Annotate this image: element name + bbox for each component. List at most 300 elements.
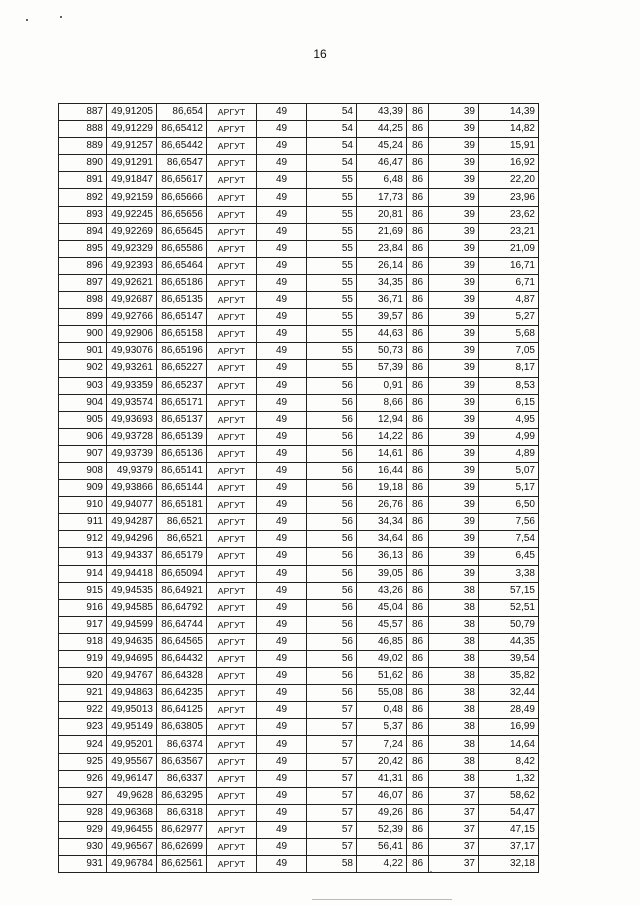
cell-lat-seconds: 0,91 [357, 377, 407, 394]
cell-longitude: 86,63567 [157, 753, 207, 770]
cell-lon-seconds: 6,71 [479, 274, 539, 291]
cell-lat-minutes: 56 [307, 651, 357, 668]
cell-lon-degrees: 86 [407, 804, 429, 821]
cell-lat-minutes: 56 [307, 428, 357, 445]
cell-lon-degrees: 86 [407, 377, 429, 394]
cell-lon-seconds: 39,54 [479, 651, 539, 668]
table-row [59, 428, 539, 445]
cell-lat-degrees: 49 [257, 702, 307, 719]
cell-lon-seconds: 50,79 [479, 616, 539, 633]
cell-lat-seconds: 41,31 [357, 770, 407, 787]
cell-point-number: 930 [59, 839, 107, 856]
cell-lon-degrees: 86 [407, 326, 429, 343]
cell-lon-degrees: 86 [407, 104, 429, 121]
cell-name: АРГУТ [207, 206, 257, 223]
cell-point-number: 928 [59, 804, 107, 821]
cell-lat-minutes: 54 [307, 104, 357, 121]
cell-longitude: 86,65144 [157, 480, 207, 497]
cell-lat-minutes: 56 [307, 497, 357, 514]
table-row [59, 787, 539, 804]
cell-lon-degrees: 86 [407, 445, 429, 462]
cell-name: АРГУТ [207, 616, 257, 633]
cell-lon-seconds: 21,09 [479, 240, 539, 257]
cell-lat-degrees: 49 [257, 787, 307, 804]
table-row [59, 223, 539, 240]
cell-lat-degrees: 49 [257, 104, 307, 121]
cell-lat-degrees: 49 [257, 651, 307, 668]
cell-name: АРГУТ [207, 856, 257, 873]
cell-lon-seconds: 16,99 [479, 719, 539, 736]
cell-lon-degrees: 86 [407, 856, 429, 873]
cell-lat-degrees: 49 [257, 548, 307, 565]
table-row [59, 821, 539, 838]
cell-lat-degrees: 49 [257, 599, 307, 616]
cell-lat-minutes: 57 [307, 787, 357, 804]
cell-lat-seconds: 50,73 [357, 343, 407, 360]
cell-lat-degrees: 49 [257, 138, 307, 155]
cell-name: АРГУТ [207, 582, 257, 599]
cell-name: АРГУТ [207, 292, 257, 309]
cell-lon-minutes: 39 [429, 326, 479, 343]
cell-lon-seconds: 5,07 [479, 462, 539, 479]
cell-lon-degrees: 86 [407, 531, 429, 548]
cell-lon-degrees: 86 [407, 685, 429, 702]
cell-lat-seconds: 4,22 [357, 856, 407, 873]
cell-point-number: 914 [59, 565, 107, 582]
cell-longitude: 86,65141 [157, 462, 207, 479]
cell-name: АРГУТ [207, 633, 257, 650]
cell-lon-minutes: 39 [429, 360, 479, 377]
cell-lon-degrees: 86 [407, 121, 429, 138]
cell-lon-minutes: 37 [429, 856, 479, 873]
table-row [59, 292, 539, 309]
cell-lon-minutes: 38 [429, 770, 479, 787]
cell-lon-seconds: 54,47 [479, 804, 539, 821]
cell-lat-minutes: 54 [307, 121, 357, 138]
scan-speck [26, 19, 28, 21]
cell-longitude: 86,62561 [157, 856, 207, 873]
cell-point-number: 905 [59, 411, 107, 428]
cell-lon-minutes: 39 [429, 155, 479, 172]
cell-lon-seconds: 5,17 [479, 480, 539, 497]
cell-lon-minutes: 39 [429, 309, 479, 326]
scan-speck [60, 16, 62, 18]
cell-lat-seconds: 45,04 [357, 599, 407, 616]
cell-lat-degrees: 49 [257, 206, 307, 223]
cell-lat-seconds: 20,81 [357, 206, 407, 223]
cell-lon-degrees: 86 [407, 172, 429, 189]
cell-lon-seconds: 37,17 [479, 839, 539, 856]
cell-lat-degrees: 49 [257, 753, 307, 770]
cell-longitude: 86,64432 [157, 651, 207, 668]
cell-point-number: 923 [59, 719, 107, 736]
cell-lat-seconds: 7,24 [357, 736, 407, 753]
cell-lon-degrees: 86 [407, 616, 429, 633]
cell-lat-seconds: 34,35 [357, 274, 407, 291]
cell-point-number: 920 [59, 668, 107, 685]
cell-longitude: 86,64125 [157, 702, 207, 719]
cell-lat-degrees: 49 [257, 633, 307, 650]
table-row [59, 582, 539, 599]
cell-lat-degrees: 49 [257, 445, 307, 462]
cell-lon-degrees: 86 [407, 274, 429, 291]
cell-lat-minutes: 56 [307, 377, 357, 394]
cell-name: АРГУТ [207, 309, 257, 326]
cell-lon-degrees: 86 [407, 309, 429, 326]
cell-lat-seconds: 8,66 [357, 394, 407, 411]
cell-lat-minutes: 56 [307, 411, 357, 428]
cell-latitude: 49,93076 [107, 343, 157, 360]
cell-point-number: 921 [59, 685, 107, 702]
cell-lon-degrees: 86 [407, 736, 429, 753]
cell-lat-minutes: 56 [307, 548, 357, 565]
cell-lon-degrees: 86 [407, 599, 429, 616]
cell-lat-degrees: 49 [257, 480, 307, 497]
cell-latitude: 49,92245 [107, 206, 157, 223]
cell-lat-degrees: 49 [257, 531, 307, 548]
cell-latitude: 49,96147 [107, 770, 157, 787]
cell-longitude: 86,65171 [157, 394, 207, 411]
cell-point-number: 929 [59, 821, 107, 838]
cell-lat-minutes: 55 [307, 257, 357, 274]
cell-latitude: 49,94337 [107, 548, 157, 565]
cell-lat-seconds: 6,48 [357, 172, 407, 189]
cell-lon-seconds: 6,50 [479, 497, 539, 514]
cell-latitude: 49,93359 [107, 377, 157, 394]
cell-point-number: 896 [59, 257, 107, 274]
cell-name: АРГУТ [207, 274, 257, 291]
table-row [59, 309, 539, 326]
table-row [59, 257, 539, 274]
table-row [59, 497, 539, 514]
cell-name: АРГУТ [207, 668, 257, 685]
cell-lon-minutes: 39 [429, 565, 479, 582]
table-row [59, 138, 539, 155]
cell-lat-minutes: 55 [307, 189, 357, 206]
table-row [59, 326, 539, 343]
cell-lon-degrees: 86 [407, 582, 429, 599]
cell-lat-minutes: 56 [307, 685, 357, 702]
cell-point-number: 892 [59, 189, 107, 206]
cell-lon-seconds: 22,20 [479, 172, 539, 189]
page-number: 16 [313, 47, 327, 61]
cell-latitude: 49,91257 [107, 138, 157, 155]
cell-latitude: 49,93866 [107, 480, 157, 497]
cell-lon-minutes: 39 [429, 428, 479, 445]
cell-longitude: 86,65586 [157, 240, 207, 257]
cell-lon-seconds: 57,15 [479, 582, 539, 599]
cell-lon-degrees: 86 [407, 394, 429, 411]
cell-lon-degrees: 86 [407, 462, 429, 479]
cell-point-number: 917 [59, 616, 107, 633]
cell-lat-degrees: 49 [257, 377, 307, 394]
cell-lon-seconds: 23,62 [479, 206, 539, 223]
cell-name: АРГУТ [207, 719, 257, 736]
table-row [59, 104, 539, 121]
cell-longitude: 86,65158 [157, 326, 207, 343]
cell-point-number: 893 [59, 206, 107, 223]
cell-lat-degrees: 49 [257, 189, 307, 206]
cell-lat-degrees: 49 [257, 326, 307, 343]
cell-name: АРГУТ [207, 445, 257, 462]
cell-lon-degrees: 86 [407, 411, 429, 428]
table-row [59, 736, 539, 753]
cell-point-number: 912 [59, 531, 107, 548]
cell-lon-degrees: 86 [407, 257, 429, 274]
cell-name: АРГУТ [207, 138, 257, 155]
cell-lon-degrees: 86 [407, 548, 429, 565]
cell-longitude: 86,65094 [157, 565, 207, 582]
cell-lon-seconds: 8,53 [479, 377, 539, 394]
cell-lat-minutes: 57 [307, 702, 357, 719]
cell-lat-degrees: 49 [257, 685, 307, 702]
cell-longitude: 86,65227 [157, 360, 207, 377]
cell-lon-minutes: 38 [429, 719, 479, 736]
cell-lon-minutes: 39 [429, 394, 479, 411]
cell-latitude: 49,91205 [107, 104, 157, 121]
cell-name: АРГУТ [207, 360, 257, 377]
cell-latitude: 49,94535 [107, 582, 157, 599]
cell-lat-degrees: 49 [257, 172, 307, 189]
cell-lat-seconds: 39,05 [357, 565, 407, 582]
cell-lat-minutes: 57 [307, 821, 357, 838]
cell-latitude: 49,94599 [107, 616, 157, 633]
cell-longitude: 86,65656 [157, 206, 207, 223]
cell-lat-seconds: 16,44 [357, 462, 407, 479]
cell-lon-degrees: 86 [407, 480, 429, 497]
table-row [59, 668, 539, 685]
cell-name: АРГУТ [207, 480, 257, 497]
cell-lat-degrees: 49 [257, 428, 307, 445]
cell-lat-seconds: 0,48 [357, 702, 407, 719]
cell-lat-degrees: 49 [257, 155, 307, 172]
cell-lon-seconds: 14,39 [479, 104, 539, 121]
table-row [59, 377, 539, 394]
cell-lat-seconds: 45,24 [357, 138, 407, 155]
cell-lon-minutes: 38 [429, 668, 479, 685]
cell-lon-seconds: 6,15 [479, 394, 539, 411]
cell-point-number: 899 [59, 309, 107, 326]
cell-lat-degrees: 49 [257, 514, 307, 531]
cell-lon-minutes: 39 [429, 445, 479, 462]
cell-lat-minutes: 56 [307, 480, 357, 497]
cell-lon-minutes: 39 [429, 514, 479, 531]
cell-longitude: 86,65196 [157, 343, 207, 360]
cell-lat-minutes: 56 [307, 565, 357, 582]
cell-lat-seconds: 34,34 [357, 514, 407, 531]
cell-name: АРГУТ [207, 514, 257, 531]
cell-lon-degrees: 86 [407, 702, 429, 719]
cell-lat-degrees: 49 [257, 565, 307, 582]
cell-lat-minutes: 56 [307, 633, 357, 650]
cell-point-number: 898 [59, 292, 107, 309]
cell-lon-seconds: 23,21 [479, 223, 539, 240]
cell-lat-seconds: 36,13 [357, 548, 407, 565]
cell-lon-seconds: 23,96 [479, 189, 539, 206]
cell-lat-seconds: 43,39 [357, 104, 407, 121]
cell-lat-degrees: 49 [257, 668, 307, 685]
cell-lat-degrees: 49 [257, 462, 307, 479]
cell-lat-seconds: 14,22 [357, 428, 407, 445]
cell-longitude: 86,64565 [157, 633, 207, 650]
cell-lat-degrees: 49 [257, 719, 307, 736]
cell-lon-minutes: 38 [429, 582, 479, 599]
cell-point-number: 926 [59, 770, 107, 787]
cell-point-number: 915 [59, 582, 107, 599]
table-row [59, 411, 539, 428]
cell-name: АРГУТ [207, 770, 257, 787]
cell-lon-minutes: 39 [429, 240, 479, 257]
cell-lon-minutes: 38 [429, 753, 479, 770]
cell-name: АРГУТ [207, 821, 257, 838]
cell-point-number: 895 [59, 240, 107, 257]
cell-point-number: 931 [59, 856, 107, 873]
cell-lon-minutes: 38 [429, 685, 479, 702]
cell-lon-seconds: 8,17 [479, 360, 539, 377]
table-row [59, 856, 539, 873]
cell-name: АРГУТ [207, 428, 257, 445]
cell-latitude: 49,9379 [107, 462, 157, 479]
cell-latitude: 49,95201 [107, 736, 157, 753]
cell-longitude: 86,65412 [157, 121, 207, 138]
table-row [59, 274, 539, 291]
cell-latitude: 49,94863 [107, 685, 157, 702]
cell-latitude: 49,96455 [107, 821, 157, 838]
cell-name: АРГУТ [207, 565, 257, 582]
cell-lon-seconds: 15,91 [479, 138, 539, 155]
cell-lon-degrees: 86 [407, 428, 429, 445]
cell-lat-minutes: 55 [307, 292, 357, 309]
cell-lon-minutes: 39 [429, 206, 479, 223]
cell-longitude: 86,64235 [157, 685, 207, 702]
cell-lat-degrees: 49 [257, 839, 307, 856]
cell-lon-minutes: 39 [429, 138, 479, 155]
cell-lon-minutes: 39 [429, 531, 479, 548]
cell-latitude: 49,94695 [107, 651, 157, 668]
cell-lon-seconds: 16,71 [479, 257, 539, 274]
cell-name: АРГУТ [207, 599, 257, 616]
cell-name: АРГУТ [207, 343, 257, 360]
cell-lon-minutes: 39 [429, 462, 479, 479]
cell-lon-seconds: 6,45 [479, 548, 539, 565]
table-row [59, 480, 539, 497]
cell-lon-minutes: 39 [429, 172, 479, 189]
cell-point-number: 891 [59, 172, 107, 189]
cell-lat-minutes: 56 [307, 445, 357, 462]
cell-name: АРГУТ [207, 240, 257, 257]
cell-lon-minutes: 38 [429, 651, 479, 668]
cell-name: АРГУТ [207, 411, 257, 428]
cell-point-number: 916 [59, 599, 107, 616]
cell-lat-degrees: 49 [257, 856, 307, 873]
cell-lat-degrees: 49 [257, 497, 307, 514]
cell-lon-minutes: 39 [429, 343, 479, 360]
cell-longitude: 86,6547 [157, 155, 207, 172]
table-row [59, 462, 539, 479]
cell-lat-degrees: 49 [257, 616, 307, 633]
cell-lat-degrees: 49 [257, 309, 307, 326]
cell-lon-degrees: 86 [407, 719, 429, 736]
cell-lon-degrees: 86 [407, 138, 429, 155]
cell-longitude: 86,62977 [157, 821, 207, 838]
cell-lon-degrees: 86 [407, 565, 429, 582]
cell-lon-minutes: 37 [429, 804, 479, 821]
cell-lat-seconds: 46,07 [357, 787, 407, 804]
table-row [59, 599, 539, 616]
cell-latitude: 49,94077 [107, 497, 157, 514]
table-row [59, 548, 539, 565]
cell-lon-minutes: 39 [429, 497, 479, 514]
scan-edge-line [312, 899, 452, 900]
cell-lon-degrees: 86 [407, 787, 429, 804]
cell-point-number: 900 [59, 326, 107, 343]
cell-lat-seconds: 51,62 [357, 668, 407, 685]
cell-longitude: 86,65136 [157, 445, 207, 462]
cell-name: АРГУТ [207, 155, 257, 172]
cell-latitude: 49,93739 [107, 445, 157, 462]
cell-name: АРГУТ [207, 548, 257, 565]
cell-longitude: 86,64328 [157, 668, 207, 685]
cell-point-number: 927 [59, 787, 107, 804]
cell-lat-minutes: 57 [307, 753, 357, 770]
cell-latitude: 49,91229 [107, 121, 157, 138]
cell-lon-degrees: 86 [407, 633, 429, 650]
cell-lon-minutes: 39 [429, 121, 479, 138]
cell-longitude: 86,65179 [157, 548, 207, 565]
cell-lon-degrees: 86 [407, 343, 429, 360]
cell-lat-seconds: 55,08 [357, 685, 407, 702]
cell-latitude: 49,96368 [107, 804, 157, 821]
cell-lon-degrees: 86 [407, 770, 429, 787]
cell-name: АРГУТ [207, 104, 257, 121]
cell-point-number: 889 [59, 138, 107, 155]
cell-lat-seconds: 36,71 [357, 292, 407, 309]
cell-longitude: 86,65137 [157, 411, 207, 428]
cell-longitude: 86,65237 [157, 377, 207, 394]
cell-name: АРГУТ [207, 326, 257, 343]
cell-point-number: 910 [59, 497, 107, 514]
cell-lon-seconds: 52,51 [479, 599, 539, 616]
cell-lat-degrees: 49 [257, 770, 307, 787]
cell-lon-minutes: 38 [429, 736, 479, 753]
cell-name: АРГУТ [207, 736, 257, 753]
cell-longitude: 86,65135 [157, 292, 207, 309]
cell-point-number: 924 [59, 736, 107, 753]
cell-lat-minutes: 55 [307, 360, 357, 377]
cell-lon-minutes: 39 [429, 411, 479, 428]
table-body [59, 104, 539, 873]
cell-lat-degrees: 49 [257, 394, 307, 411]
cell-lon-seconds: 5,68 [479, 326, 539, 343]
cell-point-number: 894 [59, 223, 107, 240]
cell-point-number: 909 [59, 480, 107, 497]
cell-longitude: 86,65617 [157, 172, 207, 189]
cell-point-number: 911 [59, 514, 107, 531]
cell-lat-degrees: 49 [257, 240, 307, 257]
cell-point-number: 919 [59, 651, 107, 668]
cell-name: АРГУТ [207, 394, 257, 411]
cell-lat-seconds: 49,02 [357, 651, 407, 668]
cell-latitude: 49,92269 [107, 223, 157, 240]
cell-lat-minutes: 57 [307, 804, 357, 821]
cell-name: АРГУТ [207, 804, 257, 821]
cell-latitude: 49,95149 [107, 719, 157, 736]
cell-lon-degrees: 86 [407, 189, 429, 206]
cell-lat-degrees: 49 [257, 292, 307, 309]
cell-lat-seconds: 46,47 [357, 155, 407, 172]
table-row [59, 770, 539, 787]
cell-lat-degrees: 49 [257, 411, 307, 428]
